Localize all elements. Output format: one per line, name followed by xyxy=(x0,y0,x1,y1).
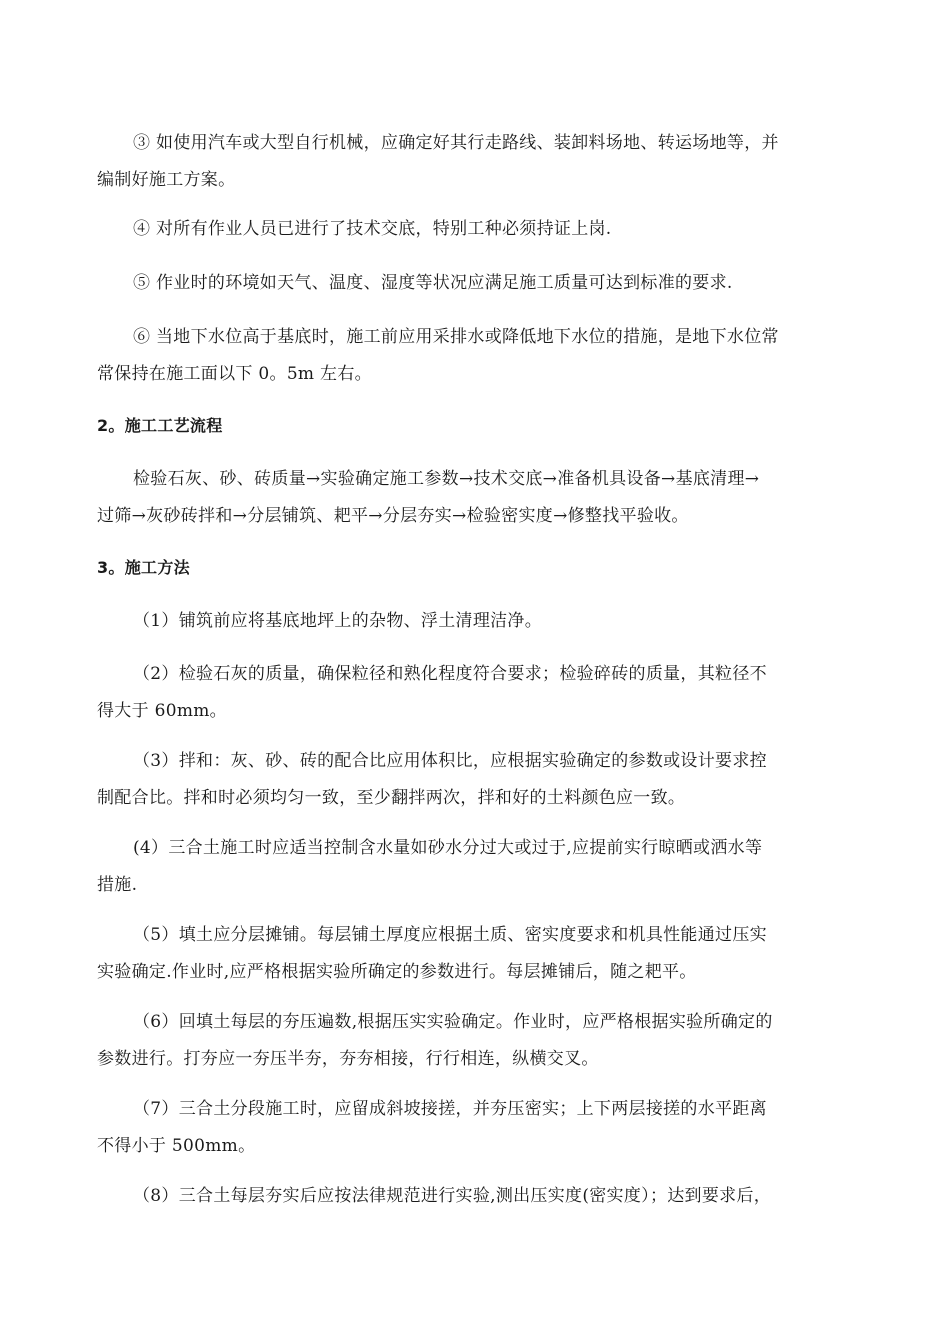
text-line: ⑥ 当地下水位高于基底时，施工前应用采排水或降低地下水位的措施，是地下水位常 xyxy=(133,327,779,347)
text-line: 过筛→灰砂砖拌和→分层铺筑、耙平→分层夯实→检验密实度→修整找平验收。 xyxy=(97,506,689,526)
text-line: 得大于 60mm。 xyxy=(97,701,227,721)
section-heading-method xyxy=(97,549,857,586)
paragraph-method-6 xyxy=(97,1004,857,1078)
paragraph-process-flow xyxy=(97,461,857,535)
paragraph-method-4 xyxy=(97,830,857,904)
text-line: （2）检验石灰的质量，确保粒径和熟化程度符合要求；检验碎砖的质量，其粒径不 xyxy=(133,664,767,684)
text-line: 编制好施工方案。 xyxy=(97,170,236,190)
text-line: 常保持在施工面以下 0。5m 左右。 xyxy=(97,364,372,384)
text-line: 实验确定.作业时,应严格根据实验所确定的参数进行。每层摊铺后，随之耙平。 xyxy=(97,962,697,982)
paragraph-item-3 xyxy=(97,125,857,199)
paragraph-method-7 xyxy=(97,1091,857,1165)
text-line: （6）回填土每层的夯压遍数,根据压实实验确定。作业时，应严格根据实验所确定的 xyxy=(133,1012,773,1032)
paragraph-item-5 xyxy=(97,265,857,302)
heading-text: 2。施工工艺流程 xyxy=(97,416,223,435)
paragraph-method-2 xyxy=(97,656,857,730)
text-line: (4）三合土施工时应适当控制含水量如砂水分过大或过于,应提前实行晾晒或洒水等 xyxy=(133,838,763,858)
text-line: ④ 对所有作业人员已进行了技术交底，特别工种必须持证上岗. xyxy=(133,219,612,239)
paragraph-method-3 xyxy=(97,743,857,817)
paragraph-item-6 xyxy=(97,319,857,393)
text-line: ⑤ 作业时的环境如天气、温度、湿度等状况应满足施工质量可达到标准的要求. xyxy=(133,273,733,293)
text-line: （3）拌和：灰、砂、砖的配合比应用体积比，应根据实验确定的参数或设计要求控 xyxy=(133,751,767,771)
heading-text: 3。施工方法 xyxy=(97,558,190,577)
text-line: 参数进行。打夯应一夯压半夯，夯夯相接，行行相连，纵横交叉。 xyxy=(97,1049,599,1069)
text-line: 制配合比。拌和时必须均匀一致，至少翻拌两次，拌和好的土料颜色应一致。 xyxy=(97,788,686,808)
paragraph-item-4 xyxy=(97,211,857,248)
text-line: 检验石灰、砂、砖质量→实验确定施工参数→技术交底→准备机具设备→基底清理→ xyxy=(133,469,760,489)
paragraph-method-5 xyxy=(97,917,857,991)
text-line: （7）三合土分段施工时，应留成斜坡接搓，并夯压密实；上下两层接搓的水平距离 xyxy=(133,1099,767,1119)
paragraph-method-1 xyxy=(97,603,857,640)
text-line: 不得小于 500mm。 xyxy=(97,1136,256,1156)
text-line: （8）三合土每层夯实后应按法律规范进行实验,测出压实度(密实度）；达到要求后， xyxy=(133,1186,772,1206)
section-heading-process xyxy=(97,407,857,444)
paragraph-method-8 xyxy=(97,1178,857,1215)
text-line: （1）铺筑前应将基底地坪上的杂物、浮土清理洁净。 xyxy=(133,611,543,631)
text-line: ③ 如使用汽车或大型自行机械，应确定好其行走路线、装卸料场地、转运场地等，并 xyxy=(133,133,779,153)
text-line: （5）填土应分层摊铺。每层铺土厚度应根据土质、密实度要求和机具性能通过压实 xyxy=(133,925,767,945)
text-line: 措施. xyxy=(97,875,138,895)
